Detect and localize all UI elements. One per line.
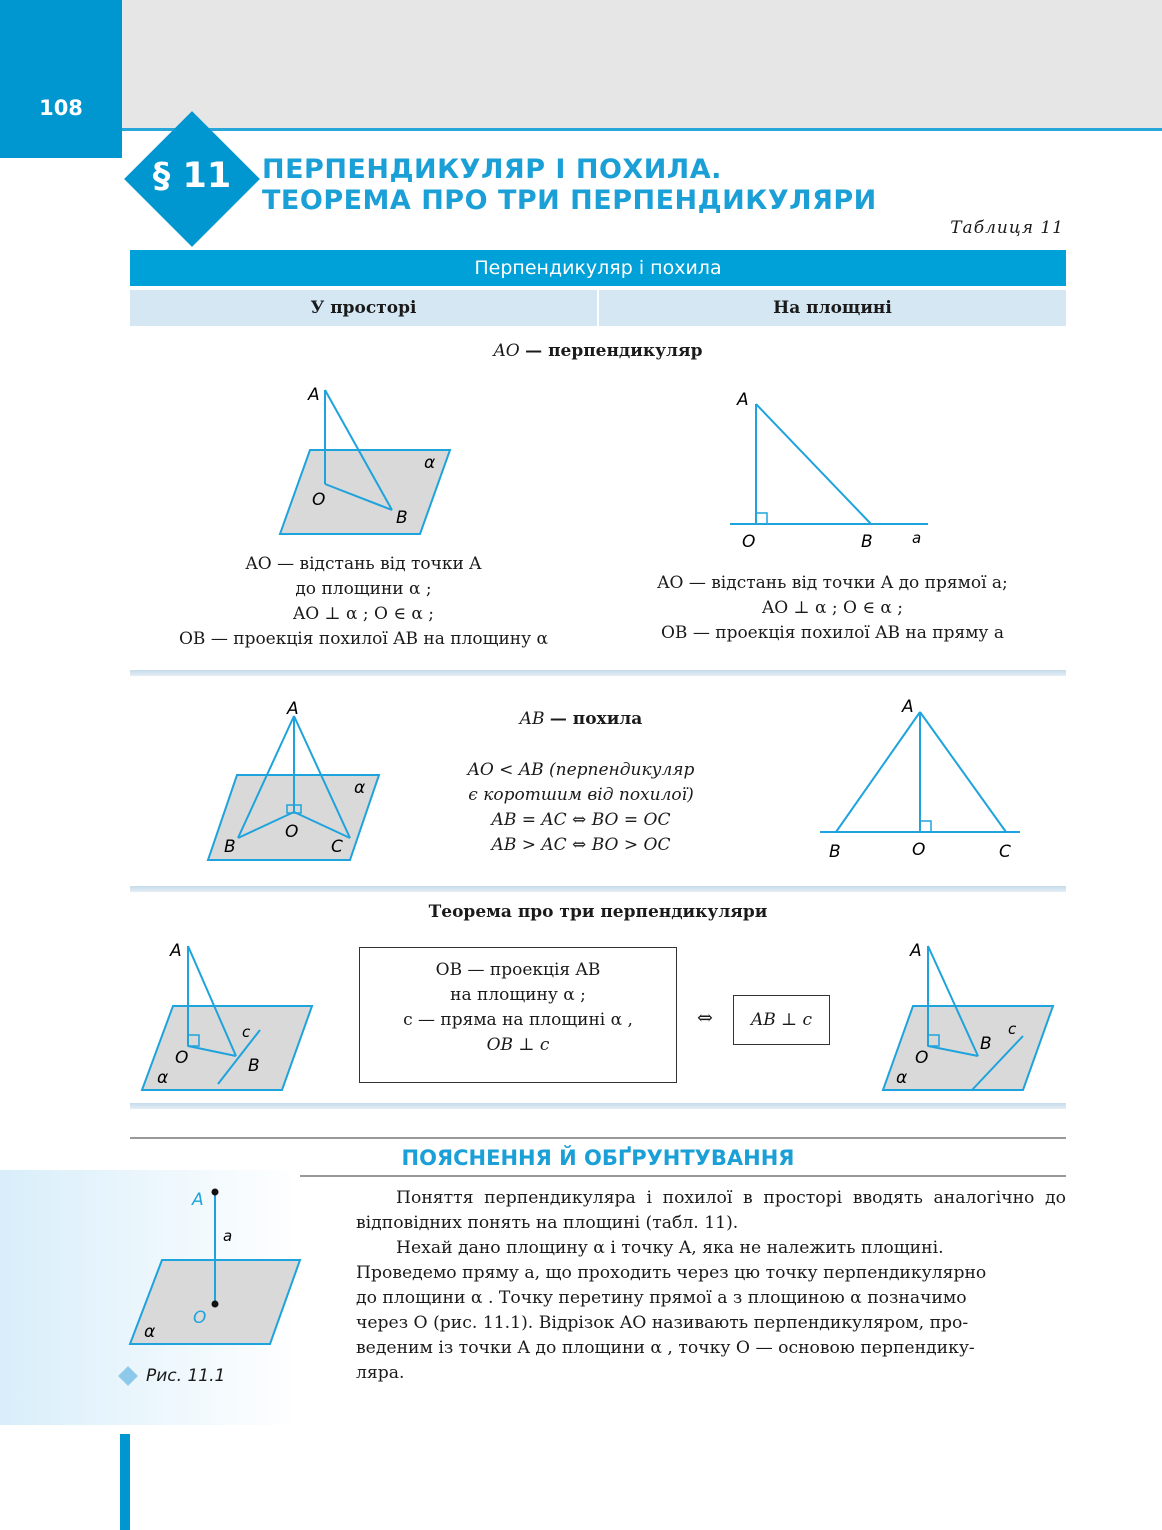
paragraph-2-line: веденим із точки A до площини α , точку O — основою перпендику- bbox=[356, 1338, 975, 1358]
row1-space-line: до площини α ; bbox=[295, 579, 432, 599]
figure-caption: Рис. 11.1 bbox=[146, 1366, 226, 1386]
section-title-line2: ТЕОРЕМА ПРО ТРИ ПЕРПЕНДИКУЛЯРИ bbox=[262, 185, 877, 216]
paragraph-2-line: Проведемо пряму a, що проходить через цю точку перпендикулярно bbox=[356, 1263, 987, 1283]
row2-text bbox=[436, 758, 726, 858]
plane-alpha bbox=[883, 1006, 1053, 1090]
label-C: C bbox=[999, 842, 1011, 862]
space-oblique-figure bbox=[208, 699, 379, 860]
label-c: c bbox=[242, 1023, 251, 1041]
three-perp-figure-right bbox=[883, 941, 1053, 1090]
row-divider bbox=[130, 886, 1066, 892]
label-B: B bbox=[248, 1056, 260, 1076]
header-band bbox=[0, 0, 1162, 128]
paragraph-2-line: Нехай дано площину α і точку A, яка не належить площині. bbox=[396, 1238, 944, 1258]
row3-title: Теорема про три перпендикуляри bbox=[428, 902, 768, 922]
page-number-tab bbox=[0, 0, 122, 158]
label-B: B bbox=[861, 532, 873, 552]
label-B: B bbox=[224, 837, 236, 857]
label-A: A bbox=[170, 941, 182, 961]
label-alpha: α bbox=[896, 1068, 908, 1088]
row2-line: AO < AB (перпендикуляр bbox=[467, 760, 695, 780]
row1-space-line: AO ⊥ α ; O ∈ α ; bbox=[293, 604, 434, 624]
explanation-rule-top bbox=[130, 1137, 1066, 1139]
row1-plane-text bbox=[599, 571, 1066, 646]
section-title bbox=[262, 154, 877, 216]
label-A: A bbox=[287, 699, 299, 719]
label-A: A bbox=[902, 697, 914, 717]
plane-perpendicular-figure bbox=[730, 390, 928, 552]
right-angle-mark bbox=[920, 821, 931, 832]
column-head-space: У просторі bbox=[130, 290, 597, 326]
label-alpha: α bbox=[424, 453, 436, 473]
row2-header-italic: AB bbox=[519, 709, 545, 729]
segment-AC bbox=[920, 712, 1006, 832]
label-C: C bbox=[331, 837, 343, 857]
row2-line: AB = AC ⇔ BO = OC bbox=[491, 810, 671, 830]
row1-header-rest: — перпендикуляр bbox=[525, 341, 703, 361]
row1-plane-line: AO — відстань від точки A до прямої a; bbox=[657, 573, 1008, 593]
explanation-title: ПОЯСНЕННЯ Й ОБҐРУНТУВАННЯ bbox=[401, 1146, 795, 1170]
label-A: A bbox=[308, 385, 320, 405]
paragraph-2-line: до площини α . Точку перетину прямої a з площиною α позначимо bbox=[356, 1288, 967, 1308]
row1-space-line: AO — відстань від точки A bbox=[245, 554, 482, 574]
label-A: A bbox=[192, 1190, 204, 1210]
equivalence-symbol: ⇔ bbox=[697, 1007, 713, 1029]
theorem-condition-box bbox=[359, 947, 677, 1083]
label-B: B bbox=[396, 508, 408, 528]
theorem-line: OB ⊥ c bbox=[486, 1035, 550, 1055]
label-alpha: α bbox=[144, 1322, 156, 1342]
three-perp-figure-left bbox=[142, 941, 312, 1090]
page-number: 108 bbox=[39, 96, 83, 120]
label-a: a bbox=[223, 1227, 233, 1245]
label-O: O bbox=[285, 822, 299, 842]
row1-space-line: OB — проекція похилої AB на площину α bbox=[179, 629, 548, 649]
bottom-accent-bar bbox=[120, 1434, 130, 1530]
space-perpendicular-figure bbox=[280, 385, 450, 534]
row1-figures bbox=[130, 370, 1066, 560]
segment-AB bbox=[836, 712, 920, 832]
row2-header-rest: — похила bbox=[549, 709, 643, 729]
theorem-result-box: AB ⊥ c bbox=[733, 995, 830, 1045]
label-O: O bbox=[915, 1048, 929, 1068]
row1-plane-line: OB — проекція похилої AB на пряму a bbox=[661, 623, 1004, 643]
figure-11-1 bbox=[120, 1180, 320, 1390]
label-O: O bbox=[193, 1308, 207, 1328]
label-O: O bbox=[175, 1048, 189, 1068]
plane-oblique-figure bbox=[820, 697, 1020, 862]
explanation-text bbox=[356, 1186, 1066, 1386]
label-O: O bbox=[912, 840, 926, 860]
label-alpha: α bbox=[157, 1068, 169, 1088]
label-A: A bbox=[737, 390, 749, 410]
paragraph-2-line: через O (рис. 11.1). Відрізок AO називають перпендикуляром, про- bbox=[356, 1313, 969, 1333]
label-B: B bbox=[980, 1034, 992, 1054]
row1-header-italic: AO bbox=[493, 341, 520, 361]
header-rule bbox=[122, 128, 1162, 131]
label-O: O bbox=[312, 490, 326, 510]
paragraph-1: Поняття перпендикуляра і похилої в просторі вводять аналогічно до відповідних понять на площині (табл. 11). bbox=[356, 1188, 1066, 1233]
row2-line: AB > AC ⇔ BO > OC bbox=[491, 835, 671, 855]
table-heading: Перпендикуляр і похила bbox=[130, 250, 1066, 286]
theorem-line: c — пряма на площині α , bbox=[403, 1010, 633, 1030]
right-angle-mark bbox=[756, 513, 767, 524]
paragraph-2-line: ляра. bbox=[356, 1363, 405, 1383]
label-B: B bbox=[829, 842, 841, 862]
row1-plane-line: AO ⊥ α ; O ∈ α ; bbox=[762, 598, 903, 618]
row1-header bbox=[130, 339, 1066, 364]
theorem-line: OB — проекція AB bbox=[435, 960, 601, 980]
row-divider bbox=[130, 670, 1066, 676]
row2-header bbox=[456, 707, 706, 732]
section-number: § 11 bbox=[152, 156, 232, 196]
label-alpha: α bbox=[354, 778, 366, 798]
point-A bbox=[212, 1189, 219, 1196]
section-title-line1: ПЕРПЕНДИКУЛЯР І ПОХИЛА. bbox=[262, 154, 722, 185]
segment-AB bbox=[756, 404, 871, 524]
point-O bbox=[212, 1301, 219, 1308]
theorem-line: на площину α ; bbox=[450, 985, 586, 1005]
label-A: A bbox=[910, 941, 922, 961]
row1-space-text bbox=[130, 552, 597, 652]
row-divider bbox=[130, 1103, 1066, 1109]
row2-line: є коротшим від похилої) bbox=[468, 785, 694, 805]
label-c: c bbox=[1008, 1020, 1017, 1038]
label-O: O bbox=[742, 532, 756, 552]
table-label: Таблиця 11 bbox=[950, 218, 1064, 238]
label-a: a bbox=[912, 529, 922, 547]
column-head-plane: На площині bbox=[599, 290, 1066, 326]
